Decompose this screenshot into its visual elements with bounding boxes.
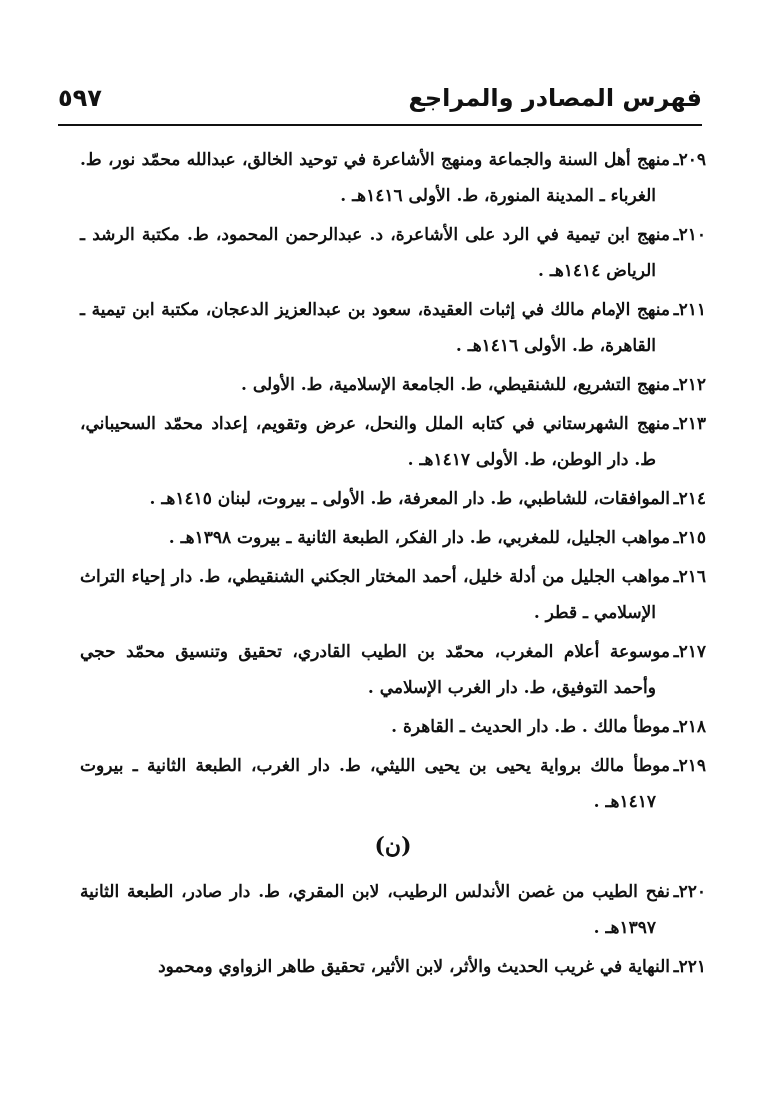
bibliography-list — [80, 142, 706, 988]
entry-text: موطأ مالك برواية يحيى بن يحيى الليثي، ط. دار الغرب، الطبعة الثانية ـ بيروت ١٤١٧هـ . — [80, 756, 670, 812]
entry-number: ٢١٨ـ — [673, 717, 706, 737]
entry-text: موسوعة أعلام المغرب، محمّد بن الطيب القادري، تحقيق وتنسيق محمّد حجي وأحمد التوفيق، ط. دار الغرب الإسلامي . — [80, 642, 670, 698]
bibliography-entry — [80, 217, 706, 289]
bibliography-entry — [80, 634, 706, 706]
entry-number: ٢١٥ـ — [673, 528, 706, 548]
entry-text: النهاية في غريب الحديث والأثر، لابن الأثير، تحقيق طاهر الزواوي ومحمود — [158, 957, 670, 977]
entry-number: ٢١٧ـ — [673, 642, 706, 662]
entry-text: منهج الشهرستاني في كتابه الملل والنحل، عرض وتقويم، إعداد محمّد السحيباني، ط. دار الوطن، ط. الأولى ١٤١٧هـ . — [80, 414, 670, 470]
entry-number: ٢١٣ـ — [673, 414, 706, 434]
header-title: فهرس المصادر والمراجع — [408, 84, 702, 112]
bibliography-entry — [80, 520, 706, 556]
bibliography-entry — [80, 874, 706, 946]
entry-text: منهج ابن تيمية في الرد على الأشاعرة، د. عبدالرحمن المحمود، ط. مكتبة الرشد ـ الرياض ١٤١٤هـ . — [80, 225, 670, 281]
header-divider — [58, 124, 702, 126]
entry-text: نفح الطيب من غصن الأندلس الرطيب، لابن المقري، ط. دار صادر، الطبعة الثانية ١٣٩٧هـ . — [80, 882, 670, 938]
bibliography-entry — [80, 481, 706, 517]
bibliography-entry — [80, 748, 706, 820]
entry-text: مواهب الجليل من أدلة خليل، أحمد المختار الجكني الشنقيطي، ط. دار إحياء التراث الإسلامي ـ قطر . — [80, 567, 670, 623]
entry-number: ٢١٤ـ — [673, 489, 706, 509]
bibliography-entry — [80, 406, 706, 478]
bibliography-entry — [80, 559, 706, 631]
entry-text: منهج التشريع، للشنقيطي، ط. الجامعة الإسلامية، ط. الأولى . — [241, 375, 670, 395]
entry-number: ٢١٦ـ — [673, 567, 706, 587]
entry-number: ٢١٢ـ — [673, 375, 706, 395]
entry-text: منهج أهل السنة والجماعة ومنهج الأشاعرة في توحيد الخالق، عبدالله محمّد نور، ط. الغرباء ـ المدينة المنورة، ط. الأولى ١٤١٦هـ . — [80, 150, 670, 206]
page-number: ٥٩٧ — [58, 84, 102, 112]
entry-number: ٢١٩ـ — [673, 756, 706, 776]
entry-number: ٢٢٠ـ — [673, 882, 706, 902]
entry-text: موطأ مالك . ط. دار الحديث ـ القاهرة . — [391, 717, 670, 737]
section-letter-heading: (ن) — [374, 833, 412, 859]
entry-number: ٢٠٩ـ — [673, 150, 706, 170]
bibliography-entry — [80, 142, 706, 214]
entry-number: ٢١١ـ — [673, 300, 706, 320]
bibliography-entry — [80, 367, 706, 403]
entry-number: ٢٢١ـ — [673, 957, 706, 977]
bibliography-entry — [80, 949, 706, 985]
page-header — [58, 84, 702, 124]
entry-number: ٢١٠ـ — [673, 225, 706, 245]
bibliography-entry — [80, 709, 706, 745]
entry-text: مواهب الجليل، للمغربي، ط. دار الفكر، الطبعة الثانية ـ بيروت ١٣٩٨هـ . — [168, 528, 670, 548]
entry-text: الموافقات، للشاطبي، ط. دار المعرفة، ط. الأولى ـ بيروت، لبنان ١٤١٥هـ . — [149, 489, 670, 509]
bibliography-entry — [80, 292, 706, 364]
entry-text: منهج الإمام مالك في إثبات العقيدة، سعود بن عبدالعزيز الدعجان، مكتبة ابن تيمية ـ القاهرة، ط. الأولى ١٤١٦هـ . — [80, 300, 670, 356]
